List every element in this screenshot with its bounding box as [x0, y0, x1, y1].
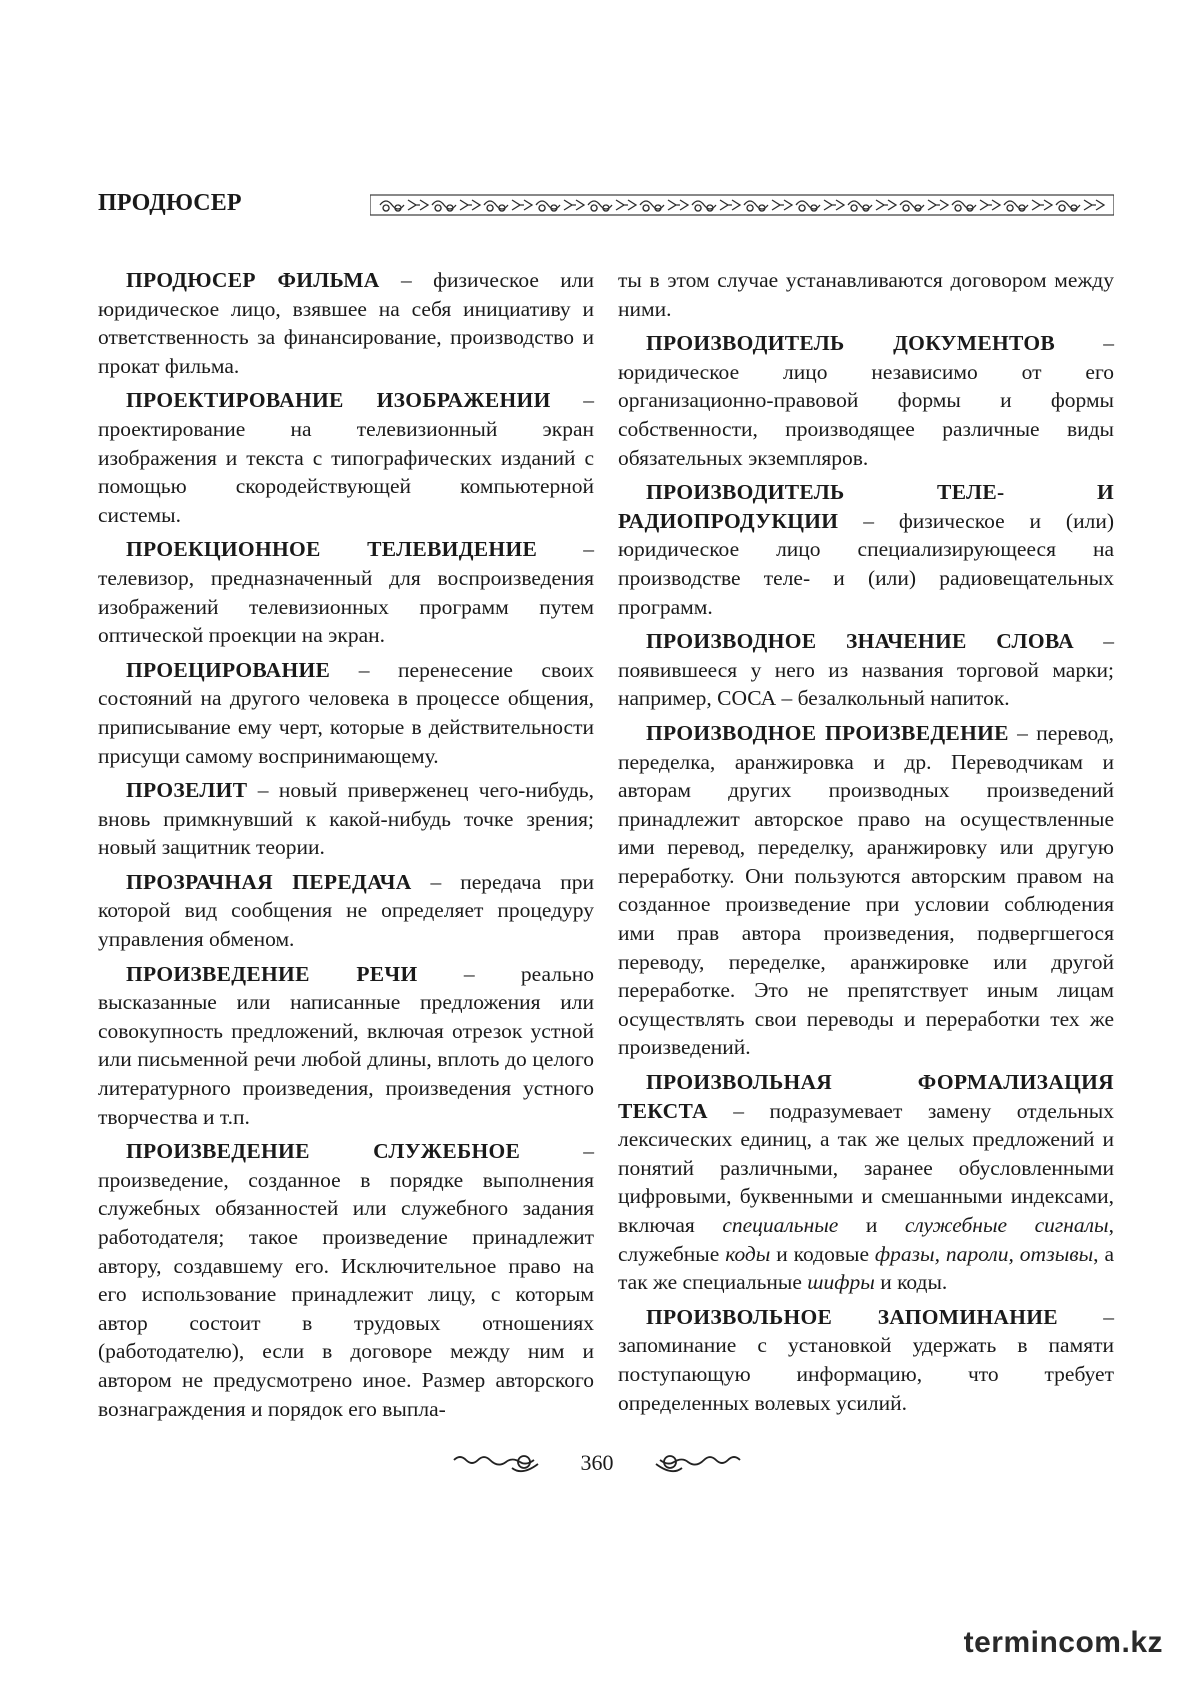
entry-term: ПРОЕЦИРОВАНИЕ [126, 657, 331, 682]
entry [618, 478, 1114, 621]
entry [98, 776, 594, 862]
page-footer [0, 1450, 1191, 1480]
entry [98, 656, 594, 770]
entry-definition: – появившееся у него из названия торговой марки; например, СОСА – безалкольный напиток. [618, 629, 1115, 711]
entry-term: ПРОИЗВОЛЬНОЕ ЗАПОМИНАНИЕ [646, 1304, 1058, 1329]
entry-term: ПРОИЗВЕДЕНИЕ СЛУЖЕБНОЕ [126, 1139, 521, 1164]
entry [98, 1137, 594, 1423]
ornament-band-icon [370, 192, 1114, 218]
entry-term: ПРОЗЕЛИТ [126, 778, 248, 803]
entry [98, 535, 594, 649]
entry-definition: – перенесение своих состояний на другого человека в процессе общения, приписывание ему черт, которые в действительности присущи самому воспринимающему. [98, 657, 594, 768]
entry-definition: , а так же специальные [618, 1241, 1114, 1295]
entry-definition: – реально высказанные или написанные предложения или совокупность предложений, включая отрезок устной или письменной речи любой длины, вплоть до целого литературного произведения, произведения устного творчества и т.п. [98, 961, 595, 1129]
entry [98, 266, 594, 380]
entry-term: ПРОЗРАЧНАЯ ПЕРЕДАЧА [126, 869, 412, 894]
entry [618, 1303, 1114, 1417]
entry-definition: – физическое или юридическое лицо, взявшее на себя инициативу и ответственность за финансирование, производство и прокат фильма. [98, 268, 594, 378]
page-number: 360 [580, 1450, 614, 1475]
watermark-text: termincom.kz [963, 1626, 1163, 1659]
entry-definition: – подразумевает замену отдельных лексических единиц, а так же целых предложений и понятий различными, заранее обусловленными цифровыми, буквенными и смешанными индексами, включая [618, 1098, 1114, 1237]
entry-term: ПРОДЮСЕР ФИЛЬМА [126, 268, 380, 292]
entry [98, 868, 594, 954]
entry-definition: – произведение, созданное в порядке выполнения служебных обязанностей или служебного задания работодателя; такое произведение принадлежит автору, создавшему его. Исключительное право на его использование принадлежит лицу, с которым автор состоит в трудовых отношениях (работодателю), если в договоре между ним и автором не предусмотрено иное. Размер авторского вознаграждения и порядок его выпла- [98, 1139, 594, 1421]
italic-term: шифры [807, 1270, 875, 1295]
entry-definition: – юридическое лицо независимо от его организационно-правовой формы и формы собственности, производящее различные виды обязательных экземпляров. [618, 331, 1115, 470]
entry-definition: – перевод, переделка, аранжировка и др. Переводчикам и авторам других производных произведений принадлежит авторское право на осуществленные ими перевод, переделку, аранжировку или другую переработку. Они пользуются авторским правом на созданное произведение при условии соблюдения ими прав автора произведения, подвергшегося переводу, переделке, аранжировке или другой переработке. Это не препятствует иным лицам осуществлять свои переводы и переработки тех же произведений. [618, 720, 1114, 1060]
entry-continuation: ты в этом случае устанавливаются договором между ними. [618, 268, 1114, 321]
left-column [98, 266, 594, 1429]
entry [618, 719, 1114, 1062]
entry-term: ПРОЕКЦИОННОЕ ТЕЛЕВИДЕНИЕ [126, 537, 538, 562]
entry-term: ПРОЕКТИРОВАНИЕ ИЗОБРАЖЕНИИ [126, 388, 551, 413]
entry [618, 329, 1114, 472]
site-watermark [964, 1626, 1163, 1666]
flourish-left-icon [452, 1450, 544, 1476]
entry-definition: – телевизор, предназначенный для воспроизведения изображений телевизионных программ путем оптической проекции на экран. [98, 537, 594, 648]
entry [98, 386, 594, 529]
italic-term: фразы, пароли, отзывы [874, 1241, 1094, 1266]
entry-definition: , служебные [618, 1213, 1114, 1266]
italic-term: специальные [722, 1213, 839, 1237]
entry-definition: – проектирование на телевизионный экран изображения и текста с типографических изданий с помощью скородействующей компьютерной системы. [98, 388, 594, 527]
entry-definition: – запоминание с установкой удержать в памяти поступающую информацию, что требует определенных волевых усилий. [618, 1304, 1114, 1415]
entry-definition: и коды. [874, 1270, 948, 1295]
entry-definition: – передача при которой вид сообщения не определяет процедуру управления обменом. [98, 869, 594, 952]
running-header [98, 190, 1114, 230]
two-column-body [98, 266, 1115, 1421]
right-column [618, 266, 1114, 1423]
entry-term: ПРОИЗВОДНОЕ ПРОИЗВЕДЕНИЕ [646, 720, 1009, 745]
entry [98, 960, 594, 1132]
entry-term: ПРОИЗВОДНОЕ ЗНАЧЕНИЕ СЛОВА [646, 629, 1074, 654]
entry-definition: и кодовые [770, 1241, 875, 1266]
entry-term: ПРОИЗВОДИТЕЛЬ ДОКУМЕНТОВ [646, 331, 1056, 356]
entry-definition: – физическое и (или) юридическое лицо специализирующееся на производстве теле- и (или) радиовещательных программ. [618, 508, 1114, 619]
entry-term: ПРОИЗВОЛЬНАЯ ФОРМАЛИЗАЦИЯ ТЕКСТА [618, 1070, 1114, 1123]
entry [618, 1068, 1114, 1297]
entry-definition: и [838, 1213, 905, 1237]
entry [618, 627, 1114, 713]
entry-term: ПРОИЗВЕДЕНИЕ РЕЧИ [126, 961, 418, 986]
italic-term: коды [725, 1241, 771, 1266]
entry-definition: – новый приверженец чего-нибудь, вновь примкнувший к какой-нибудь точке зрения; новый защитник теории. [98, 778, 594, 860]
entry-term: ПРОИЗВОДИТЕЛЬ ТЕЛЕ- И РАДИОПРОДУКЦИИ [618, 480, 1114, 533]
running-header-title: ПРОДЮСЕР [98, 190, 242, 216]
flourish-right-icon [650, 1450, 742, 1476]
italic-term: служебные сигналы [904, 1213, 1109, 1237]
